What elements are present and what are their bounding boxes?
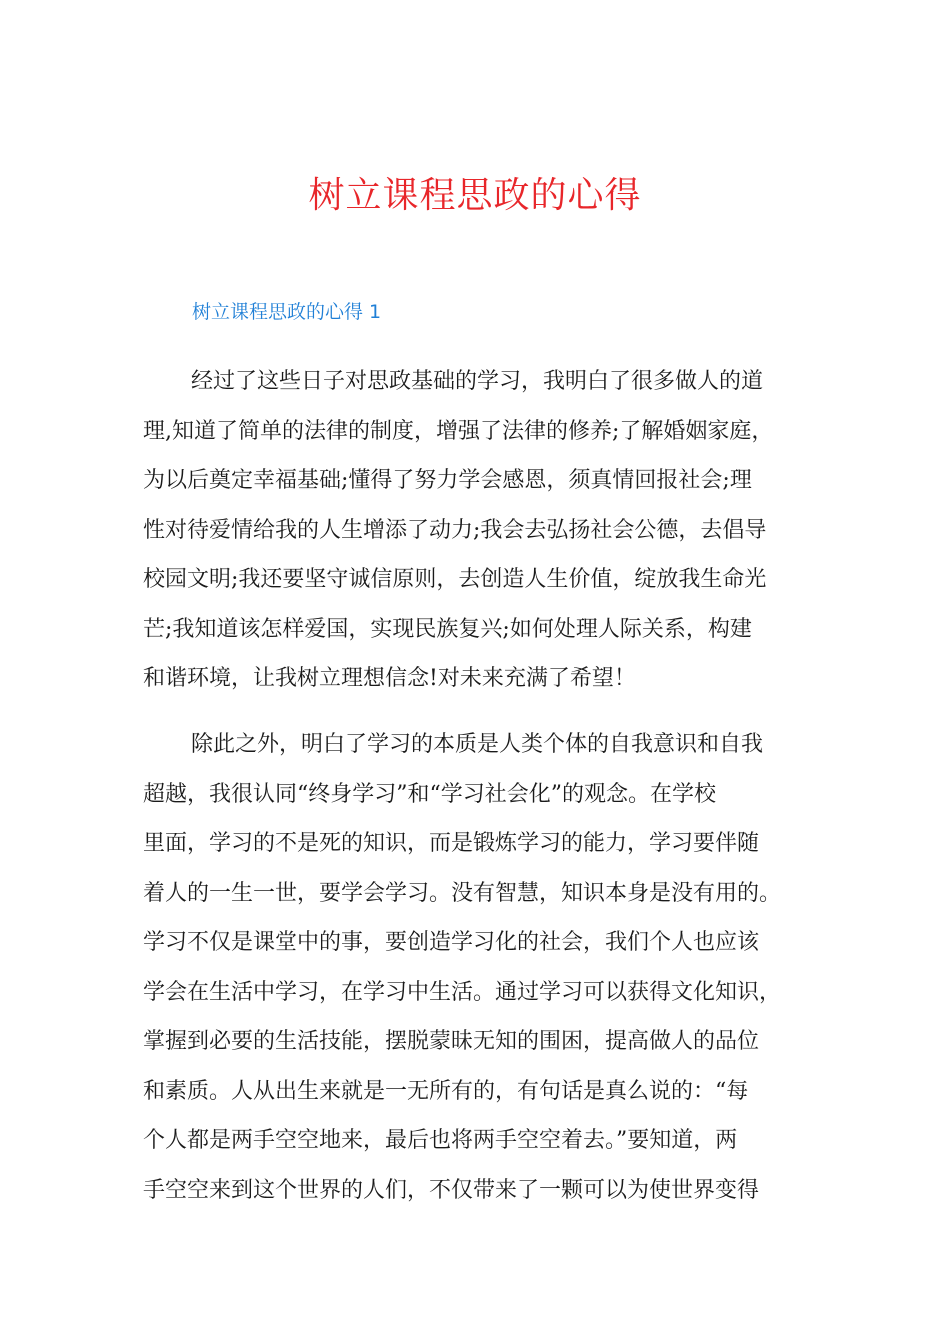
paragraph-line: 学习不仅是课堂中的事，要创造学习化的社会，我们个人也应该 [143, 930, 760, 955]
paragraph-line: 芒;我知道该怎样爱国，实现民族复兴;如何处理人际关系，构建 [143, 616, 752, 642]
page-title: 树立课程思政的心得 [308, 175, 642, 216]
paragraph-line: 经过了这些日子对思政基础的学习，我明白了很多做人的道 [191, 369, 764, 394]
paragraph-line: 掌握到必要的生活技能，摆脱蒙昧无知的围困，提高做人的品位 [143, 1029, 760, 1054]
paragraph-line: 里面，学习的不是死的知识，而是锻炼学习的能力，学习要伴随 [143, 831, 760, 856]
paragraph-line: 和谐环境，让我树立理想信念!对未来充满了希望！ [143, 666, 636, 691]
section-heading: 树立课程思政的心得 1 [192, 301, 382, 323]
paragraph-line: 手空空来到这个世界的人们，不仅带来了一颗可以为使世界变得 [143, 1177, 760, 1203]
paragraph-line: 和素质。人从出生来就是一无所有的，有句话是真么说的：“每 [143, 1078, 749, 1104]
paragraph-line: 性对待爱情给我的人生增添了动力;我会去弘扬社会公德，去倡导 [143, 517, 767, 543]
paragraph-1 [143, 357, 833, 704]
paragraph-line: 除此之外，明白了学习的本质是人类个体的自我意识和自我 [191, 732, 764, 757]
paragraph-line: 理,知道了简单的法律的制度，增强了法律的修养;了解婚姻家庭， [143, 418, 774, 444]
paragraph-line: 学会在生活中学习，在学习中生活。通过学习可以获得文化知识， [143, 979, 782, 1005]
paragraph-line: 为以后奠定幸福基础;懂得了努力学会感恩，须真情回报社会;理 [143, 468, 752, 493]
paragraph-line: 个人都是两手空空地来，最后也将两手空空着去。”要知道，两 [143, 1128, 738, 1153]
paragraph-line: 超越，我很认同“终身学习”和“学习社会化”的观念。在学校 [143, 781, 716, 807]
paragraph-2 [143, 720, 833, 1215]
paragraph-line: 校园文明;我还要坚守诚信原则，去创造人生价值，绽放我生命光 [143, 567, 767, 592]
paragraph-line: 着人的一生一世，要学会学习。没有智慧，知识本身是没有用的。 [143, 880, 782, 906]
